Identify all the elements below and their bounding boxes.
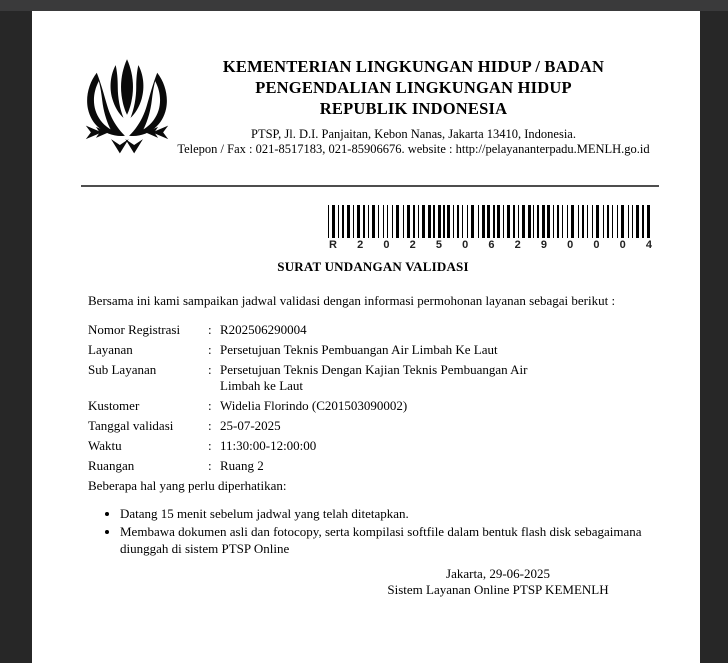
field-row [88, 322, 570, 342]
letterhead-title-line-1: KEMENTERIAN LINGKUNGAN HIDUP / BADAN [222, 57, 605, 76]
barcode-digit: R [329, 239, 337, 251]
barcode-digit: 2 [357, 239, 364, 251]
fields-table [88, 322, 570, 478]
field-label: Sub Layanan [88, 362, 157, 377]
barcode-digits [328, 239, 653, 251]
letterhead [88, 56, 658, 158]
field-label: Waktu [88, 438, 122, 453]
barcode-digit: 0 [567, 239, 574, 251]
letterhead-address [169, 127, 658, 157]
barcode-digit: 0 [462, 239, 469, 251]
field-label: Kustomer [88, 398, 140, 413]
signoff-org: Sistem Layanan Online PTSP KEMENLH [387, 581, 609, 597]
field-colon: : [208, 398, 212, 413]
signoff-place-date: Jakarta, 29-06-2025 [446, 565, 550, 581]
document-content [32, 11, 700, 598]
field-value: R202506290004 [220, 322, 307, 337]
field-value: 25-07-2025 [220, 418, 281, 433]
barcode-digit: 5 [435, 239, 442, 251]
intro-paragraph: Bersama ini kami sampaikan jadwal validasi dengan informasi permohonan layanan sebagai berikut : [88, 293, 616, 308]
letterhead-text [169, 56, 658, 158]
field-colon: : [208, 322, 212, 337]
viewer-top-strip [0, 0, 728, 11]
letterhead-contact-line: Telepon / Fax : 021-8517183, 021-85906676. website : http://pelayananterpadu.MENLH.go.id [177, 142, 650, 156]
letterhead-title [169, 56, 658, 119]
field-label: Layanan [88, 342, 133, 357]
note-item: • Membawa dokumen asli dan fotocopy, serta kompilasi softfile dalam bentuk flash disk sebagaimana diunggah di sistem PTSP Online [120, 523, 658, 558]
note-item: • Datang 15 menit sebelum jadwal yang telah ditetapkan. [120, 505, 658, 523]
field-colon: : [208, 438, 212, 453]
barcode-digit: 4 [645, 239, 652, 251]
field-row [88, 362, 570, 398]
field-row [88, 398, 570, 418]
barcode-digit: 9 [540, 239, 547, 251]
field-label: Ruangan [88, 458, 135, 473]
field-label: Tanggal validasi [88, 418, 174, 433]
barcode-digit: 2 [409, 239, 416, 251]
barcode-digit: 6 [488, 239, 495, 251]
field-value: Persetujuan Teknis Pembuangan Air Limbah Ke Laut [220, 342, 498, 357]
fields-tbody [88, 322, 570, 478]
barcode [328, 205, 653, 251]
barcode-digit: 0 [383, 239, 390, 251]
field-value: 11:30:00-12:00:00 [220, 438, 317, 453]
signoff-block [348, 566, 648, 598]
letterhead-title-line-2: PENGENDALIAN LINGKUNGAN HIDUP [255, 78, 572, 97]
field-value: Persetujuan Teknis Dengan Kajian Teknis Pembuangan Air Limbah ke Laut [220, 362, 528, 393]
field-value: Ruang 2 [220, 458, 264, 473]
field-colon: : [208, 418, 212, 433]
field-row [88, 418, 570, 438]
letterhead-divider [81, 185, 659, 187]
field-row [88, 438, 570, 458]
field-row [88, 458, 570, 478]
field-colon: : [208, 342, 212, 357]
field-row [88, 342, 570, 362]
notes-heading: Beberapa hal yang perlu diperhatikan: [88, 478, 287, 493]
document-title: SURAT UNDANGAN VALIDASI [277, 259, 469, 274]
barcode-bars [328, 205, 653, 238]
notes-list [88, 505, 658, 558]
barcode-digit: 0 [593, 239, 600, 251]
barcode-digit: 0 [619, 239, 626, 251]
document-page [32, 11, 700, 663]
letterhead-address-line: PTSP, Jl. D.I. Panjaitan, Kebon Nanas, Jakarta 13410, Indonesia. [251, 127, 576, 141]
field-colon: : [208, 362, 212, 377]
letterhead-title-line-3: REPUBLIK INDONESIA [319, 99, 508, 118]
field-label: Nomor Registrasi [88, 322, 181, 337]
field-value: Widelia Florindo (C201503090002) [220, 398, 408, 413]
barcode-digit: 2 [514, 239, 521, 251]
ministry-lotus-emblem-icon [85, 58, 169, 158]
field-colon: : [208, 458, 212, 473]
